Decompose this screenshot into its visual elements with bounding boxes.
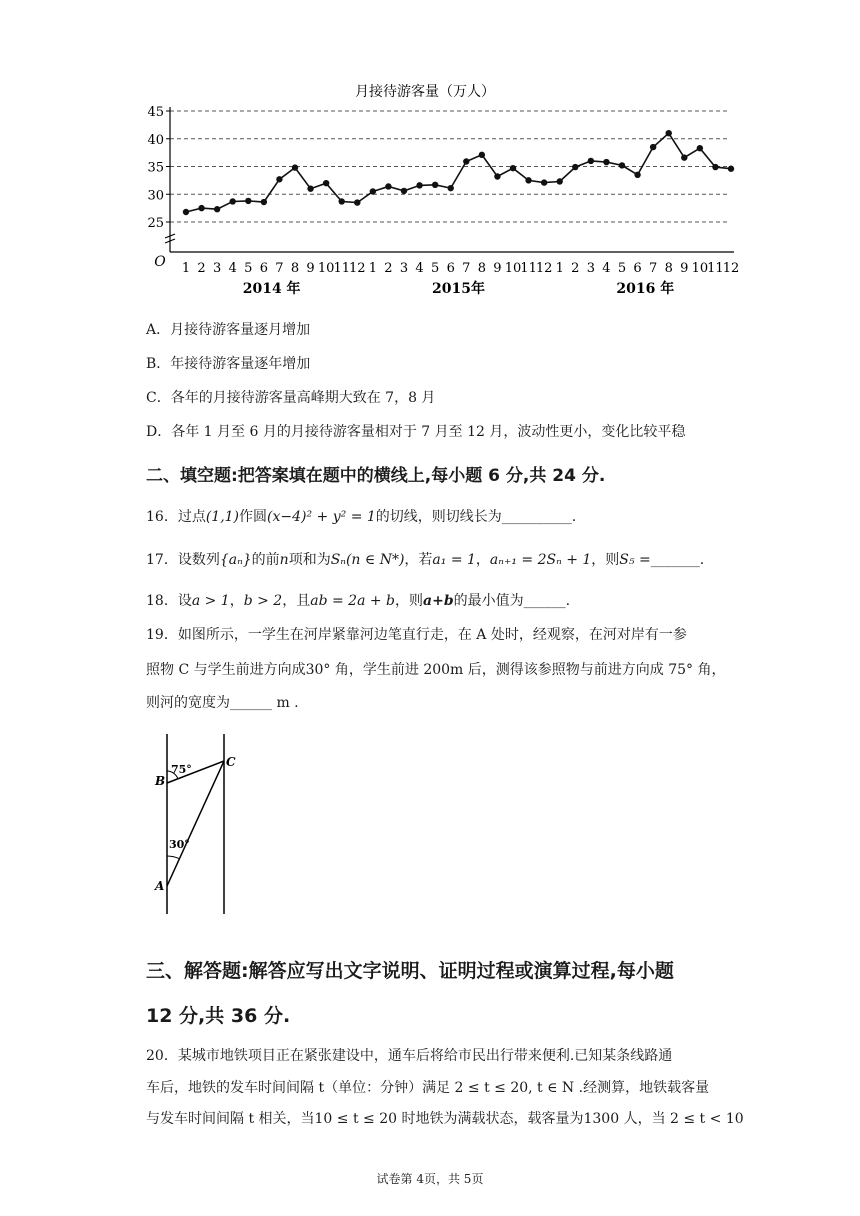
year-label: 2016 年	[616, 281, 675, 297]
label-b: B	[155, 774, 166, 788]
q17-s5: S₅ =	[619, 552, 651, 568]
x-tick-label: 1	[181, 261, 191, 276]
x-tick-label: 5	[244, 261, 253, 276]
data-point	[307, 186, 313, 192]
x-tick-label: 2	[197, 261, 206, 276]
question-20-line-3: 与发车时间间隔 t 相关，当10 ≤ t ≤ 20 时地铁为满载状态，载客量为1300 人，当 2 ≤ t < 10	[146, 1111, 744, 1127]
year-label: 2015年	[432, 281, 485, 297]
q17-recurrence: aₙ₊₁ = 2Sₙ + 1	[489, 552, 592, 568]
q18-cond-ab: ab = 2a + b	[310, 593, 396, 609]
x-tick-label: 1	[368, 261, 377, 276]
data-point	[261, 199, 267, 205]
x-tick-label: 5	[431, 261, 440, 276]
year-label: 2014 年	[242, 281, 301, 297]
option-d: D．各年 1 月至 6 月的月接待游客量相对于 7 月至 12 月，波动性更小，变化比较平稳	[146, 424, 686, 440]
q17-post: _______.	[650, 552, 705, 568]
data-point	[666, 130, 672, 136]
y-tick-label: 40	[147, 132, 164, 148]
q17-sn: Sₙ(n ∈ N*)	[330, 552, 405, 568]
x-tick-label: 5	[617, 261, 627, 276]
q17-a1: a₁ = 1	[432, 552, 476, 568]
question-19-line-2: 照物 C 与学生前进方向成30° 角，学生前进 200m 后，测得该参照物与前进方向成 75° 角，	[146, 662, 726, 678]
label-c: C	[226, 755, 236, 769]
data-point	[588, 158, 594, 164]
q17-mid3: ，若	[404, 552, 433, 568]
section-3-heading-line-2: 12 分,共 36 分.	[146, 1005, 291, 1027]
data-point	[650, 144, 656, 150]
data-point	[370, 188, 376, 194]
q18-sep1: ，	[229, 593, 244, 609]
section-3-heading-line-1: 三、解答题:解答应写出文字说明、证明过程或演算过程,每小题	[146, 960, 674, 982]
x-tick-label: 6	[633, 261, 642, 276]
q18-mid: ，且	[282, 593, 311, 609]
x-tick-label: 2	[384, 261, 393, 276]
data-point	[401, 188, 407, 194]
question-19-line-1: 19．如图所示，一学生在河岸紧靠河边笔直行走，在 A 处时，经观察，在河对岸有一参	[146, 627, 687, 643]
x-tick-label: 1	[555, 261, 564, 276]
q16-post: 的切线，则切线长为__________.	[375, 509, 577, 525]
option-c: C．各年的月接待游客量高峰期大致在 7，8 月	[146, 390, 436, 406]
y-tick-label: 35	[147, 160, 164, 176]
data-point	[276, 176, 282, 182]
x-tick-label: 12	[349, 261, 366, 276]
x-tick-label: 10	[691, 261, 709, 276]
data-point	[339, 198, 345, 204]
x-tick-label: 12	[722, 261, 740, 276]
data-point	[634, 172, 640, 178]
x-tick-label: 7	[649, 261, 658, 276]
question-17	[146, 550, 704, 570]
q17-mid2: 项和为	[288, 552, 331, 568]
x-tick-label: 6	[259, 261, 268, 276]
tourist-line-chart	[0, 0, 860, 310]
x-tick-label: 11	[520, 261, 537, 276]
data-point	[245, 198, 251, 204]
q16-point: (1,1)	[205, 509, 240, 525]
q16-circle-eq: (x−4)² + y² = 1	[267, 509, 376, 525]
x-tick-label: 9	[680, 261, 689, 276]
data-point	[198, 205, 204, 211]
data-point	[541, 179, 547, 185]
section-2-heading: 二、填空题:把答案填在题中的横线上,每小题 6 分,共 24 分.	[146, 466, 606, 486]
data-point	[448, 185, 454, 191]
x-tick-label: 11	[333, 261, 350, 276]
q16-mid: 作圆	[239, 509, 268, 525]
x-tick-label: 12	[535, 261, 553, 276]
data-point	[697, 145, 703, 151]
x-tick-label: 7	[462, 261, 471, 276]
x-tick-label: 10	[504, 261, 522, 276]
q17-pre: 17．设数列	[146, 552, 220, 568]
data-point	[712, 164, 718, 170]
y-tick-label: 25	[147, 216, 164, 231]
x-tick-label: 8	[290, 261, 300, 276]
data-point	[728, 166, 734, 172]
q18-mid2: ，则	[395, 593, 424, 609]
chart-title: 月接待游客量（万人）	[355, 84, 495, 100]
data-point	[479, 152, 485, 158]
label-a: A	[155, 879, 165, 893]
angle-30-label: 30°	[169, 838, 190, 851]
q18-post: 的最小值为______.	[453, 593, 571, 609]
q17-seq: {aₙ}	[219, 552, 252, 568]
data-point	[681, 154, 687, 160]
question-19-line-3: 则河的宽度为______ m .	[146, 695, 299, 711]
origin-label: O	[154, 254, 166, 270]
q17-sep: ，	[475, 552, 490, 568]
y-tick-label: 45	[147, 105, 164, 120]
x-tick-label: 3	[399, 261, 409, 276]
question-20-line-1: 20．某城市地铁项目正在紧张建设中，通车后将给市民出行带来便利.已知某条线路通	[146, 1048, 673, 1064]
x-tick-label: 11	[707, 261, 724, 276]
q16-pre: 16．过点	[146, 509, 206, 525]
data-point	[603, 159, 609, 165]
x-tick-label: 3	[586, 261, 595, 276]
data-point	[323, 180, 329, 186]
q18-pre: 18．设	[146, 593, 192, 609]
data-point	[572, 164, 578, 170]
data-point	[525, 177, 531, 183]
data-point	[354, 199, 360, 205]
data-point	[385, 183, 391, 189]
data-point	[292, 164, 298, 170]
data-point	[494, 173, 500, 179]
x-tick-label: 9	[306, 261, 315, 276]
q17-n: n	[279, 552, 289, 568]
x-tick-label: 7	[275, 261, 284, 276]
page-footer: 试卷第 4页，共 5页	[376, 1172, 484, 1186]
series-line	[186, 133, 731, 212]
data-point	[183, 209, 189, 215]
x-tick-label: 2	[571, 261, 580, 276]
x-tick-label: 8	[477, 261, 486, 276]
x-tick-label: 10	[317, 261, 335, 276]
q18-cond-b: b > 2	[243, 593, 283, 609]
x-tick-label: 8	[664, 261, 673, 276]
q18-cond-a: a > 1	[191, 593, 230, 609]
x-tick-label: 3	[213, 261, 222, 276]
x-tick-label: 9	[493, 261, 502, 276]
option-a: A．月接待游客量逐月增加	[146, 322, 311, 338]
q18-expr: a+b	[423, 593, 454, 609]
x-tick-label: 4	[602, 261, 611, 276]
data-point	[416, 182, 422, 188]
angle-30-arc	[167, 856, 180, 859]
question-16	[146, 507, 576, 527]
data-point	[510, 165, 516, 171]
y-tick-label: 30	[147, 188, 164, 204]
data-point	[432, 182, 438, 188]
angle-75-label: 75°	[171, 763, 192, 776]
data-point	[619, 162, 625, 168]
option-b: B．年接待游客量逐年增加	[146, 356, 311, 372]
q17-mid4: ，则	[591, 552, 620, 568]
question-18	[146, 591, 570, 611]
q17-mid1: 的前	[251, 552, 280, 568]
data-point	[557, 178, 563, 184]
x-tick-label: 4	[228, 261, 237, 276]
data-point	[214, 206, 220, 212]
data-point	[230, 198, 236, 204]
data-point	[463, 158, 469, 164]
river-figure	[140, 728, 250, 918]
x-tick-label: 4	[415, 261, 424, 276]
question-20-line-2: 车后，地铁的发车时间间隔 t（单位：分钟）满足 2 ≤ t ≤ 20, t ∈ N .经测算，地铁载客量	[146, 1080, 710, 1096]
x-tick-label: 6	[446, 261, 455, 276]
